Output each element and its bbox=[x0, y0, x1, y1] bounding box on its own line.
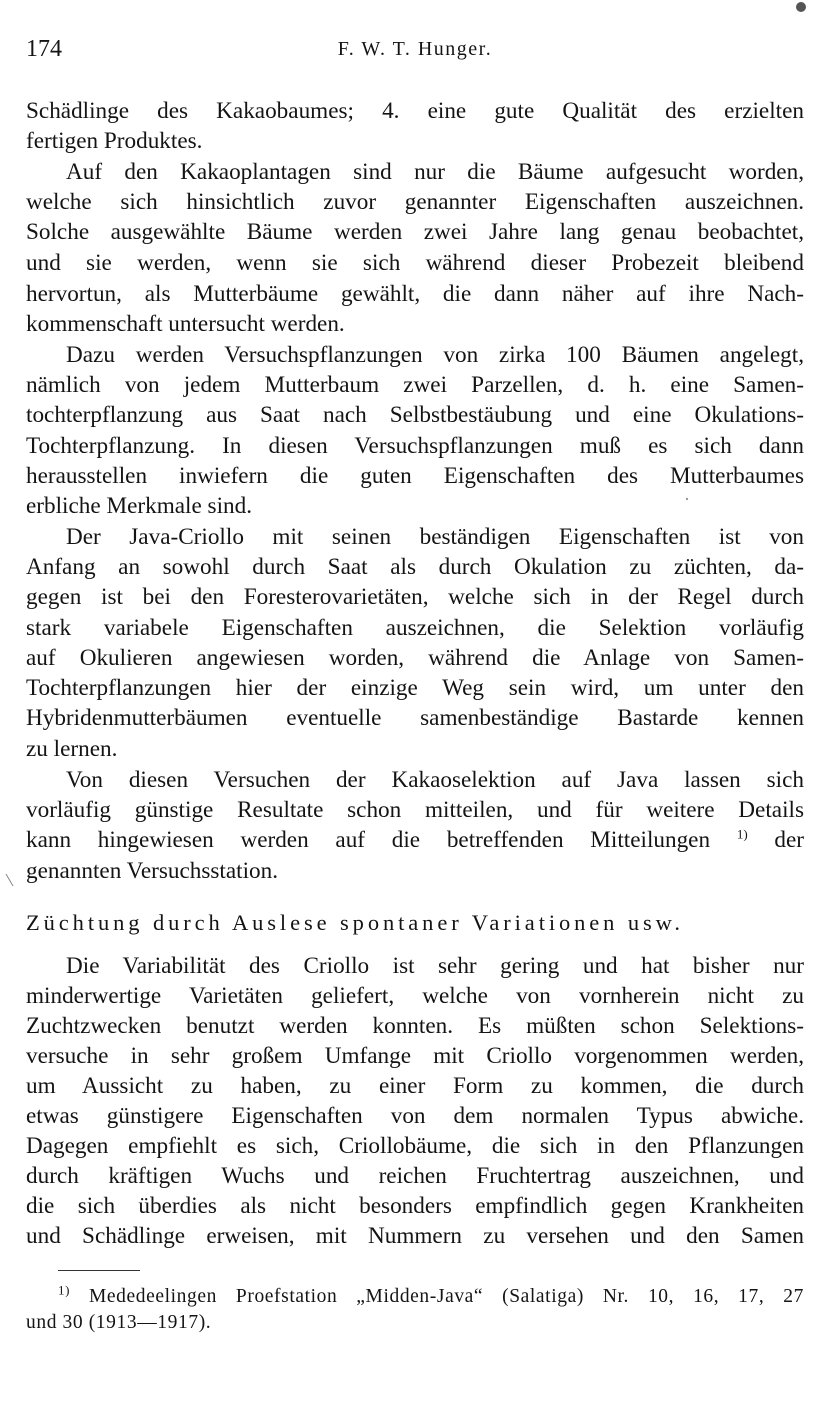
text-line: nämlich von jedem Mutterbaum zwei Parzellen, d. h. eine Samen- bbox=[26, 372, 804, 398]
text-line: stark variabele Eigenschaften auszeichnen, die Selektion vorläufig bbox=[26, 615, 804, 641]
text-line: auf Okulieren angewiesen worden, während die Anlage von Samen- bbox=[26, 645, 804, 671]
text-line: kommenschaft untersucht werden. bbox=[26, 311, 345, 337]
text-line: Die Variabilität des Criollo ist sehr gering und hat bisher nur bbox=[66, 953, 804, 979]
page-number: 174 bbox=[26, 36, 62, 62]
text-line: Hybridenmutterbäumen eventuelle samenbeständige Bastarde kennen bbox=[26, 705, 804, 731]
text-segment: kann hingewiesen werden auf die betreffenden Mitteilungen bbox=[26, 827, 711, 853]
scan-speck bbox=[684, 496, 690, 502]
text-line: Auf den Kakaoplantagen sind nur die Bäume aufgesucht worden, bbox=[66, 159, 804, 185]
text-line: welche sich hinsichtlich zuvor genannter Eigenschaften auszeichnen. bbox=[26, 189, 804, 215]
text-line: Der Java-Criollo mit seinen beständigen Eigenschaften ist von bbox=[66, 524, 804, 550]
text-line: gegen ist bei den Foresterovarietäten, welche sich in der Regel durch bbox=[26, 584, 804, 610]
text-line: durch kräftigen Wuchs und reichen Fruchtertrag auszeichnen, und bbox=[26, 1163, 804, 1189]
footnote-rule bbox=[58, 1270, 140, 1271]
running-head: F. W. T. Hunger. bbox=[337, 38, 493, 60]
text-line: zu lernen. bbox=[26, 736, 118, 762]
footnote-line bbox=[58, 1284, 804, 1310]
text-line: Dazu werden Versuchspflanzungen von zirka 100 Bäumen angelegt, bbox=[66, 342, 804, 368]
text-line-with-footnote-ref bbox=[26, 825, 804, 855]
text-segment: der bbox=[774, 827, 804, 853]
text-line: versuche in sehr großem Umfange mit Criollo vorgenommen werden, bbox=[26, 1043, 804, 1069]
footnote-line: und 30 (1913—1917). bbox=[26, 1312, 212, 1333]
text-line: Tochterpflanzungen hier der einzige Weg sein wird, um unter den bbox=[26, 675, 804, 701]
text-line: vorläufig günstige Resultate schon mitteilen, und für weitere Details bbox=[26, 797, 804, 823]
page-header bbox=[0, 0, 830, 80]
text-line: Zuchtzwecken benutzt werden konnten. Es müßten schon Selektions- bbox=[26, 1013, 804, 1039]
text-line: um Aussicht zu haben, zu einer Form zu kommen, die durch bbox=[26, 1073, 804, 1099]
text-line: hervortun, als Mutterbäume gewählt, die dann näher auf ihre Nach- bbox=[26, 281, 804, 307]
text-line: Anfang an sowohl durch Saat als durch Okulation zu züchten, da- bbox=[26, 554, 804, 580]
text-line: die sich überdies als nicht besonders empfindlich gegen Krankheiten bbox=[26, 1193, 804, 1219]
ink-blot-mark bbox=[794, 0, 808, 14]
footnote-reference: 1) bbox=[736, 826, 748, 842]
text-line: genannten Versuchsstation. bbox=[26, 858, 279, 884]
text-line: und sie werden, wenn sie sich während dieser Probezeit bleibend bbox=[26, 250, 804, 276]
text-line: und Schädlinge erweisen, mit Nummern zu versehen und den Samen bbox=[26, 1223, 804, 1249]
text-line: fertigen Produktes. bbox=[26, 128, 203, 154]
text-line: herausstellen inwiefern die guten Eigenschaften des Mutterbaumes bbox=[26, 463, 804, 489]
footnote-marker: 1) bbox=[58, 1282, 71, 1298]
text-line: etwas günstigere Eigenschaften von dem normalen Typus abwiche. bbox=[26, 1103, 804, 1129]
text-line: minderwertige Varietäten geliefert, welche von vornherein nicht zu bbox=[26, 983, 804, 1009]
scan-speck bbox=[4, 872, 16, 888]
text-line: Von diesen Versuchen der Kakaoselektion auf Java lassen sich bbox=[66, 767, 804, 793]
text-line: Solche ausgewählte Bäume werden zwei Jahre lang genau beobachtet, bbox=[26, 219, 804, 245]
text-line: Dagegen empfiehlt es sich, Criollobäume, die sich in den Pflanzungen bbox=[26, 1133, 804, 1159]
text-line: Schädlinge des Kakaobaumes; 4. eine gute Qualität des erzielten bbox=[26, 98, 804, 124]
section-heading: Züchtung durch Auslese spontaner Variationen usw. bbox=[26, 910, 684, 935]
footnote-text: Mededeelingen Proefstation „Midden-Java“ (Salatiga) Nr. 10, 16, 17, 27 bbox=[88, 1286, 804, 1307]
text-line: Tochterpflanzung. In diesen Versuchspflanzungen muß es sich dann bbox=[26, 433, 804, 459]
text-line: erbliche Merkmale sind. bbox=[26, 493, 252, 519]
text-line: tochterpflanzung aus Saat nach Selbstbestäubung und eine Okulations- bbox=[26, 402, 804, 428]
